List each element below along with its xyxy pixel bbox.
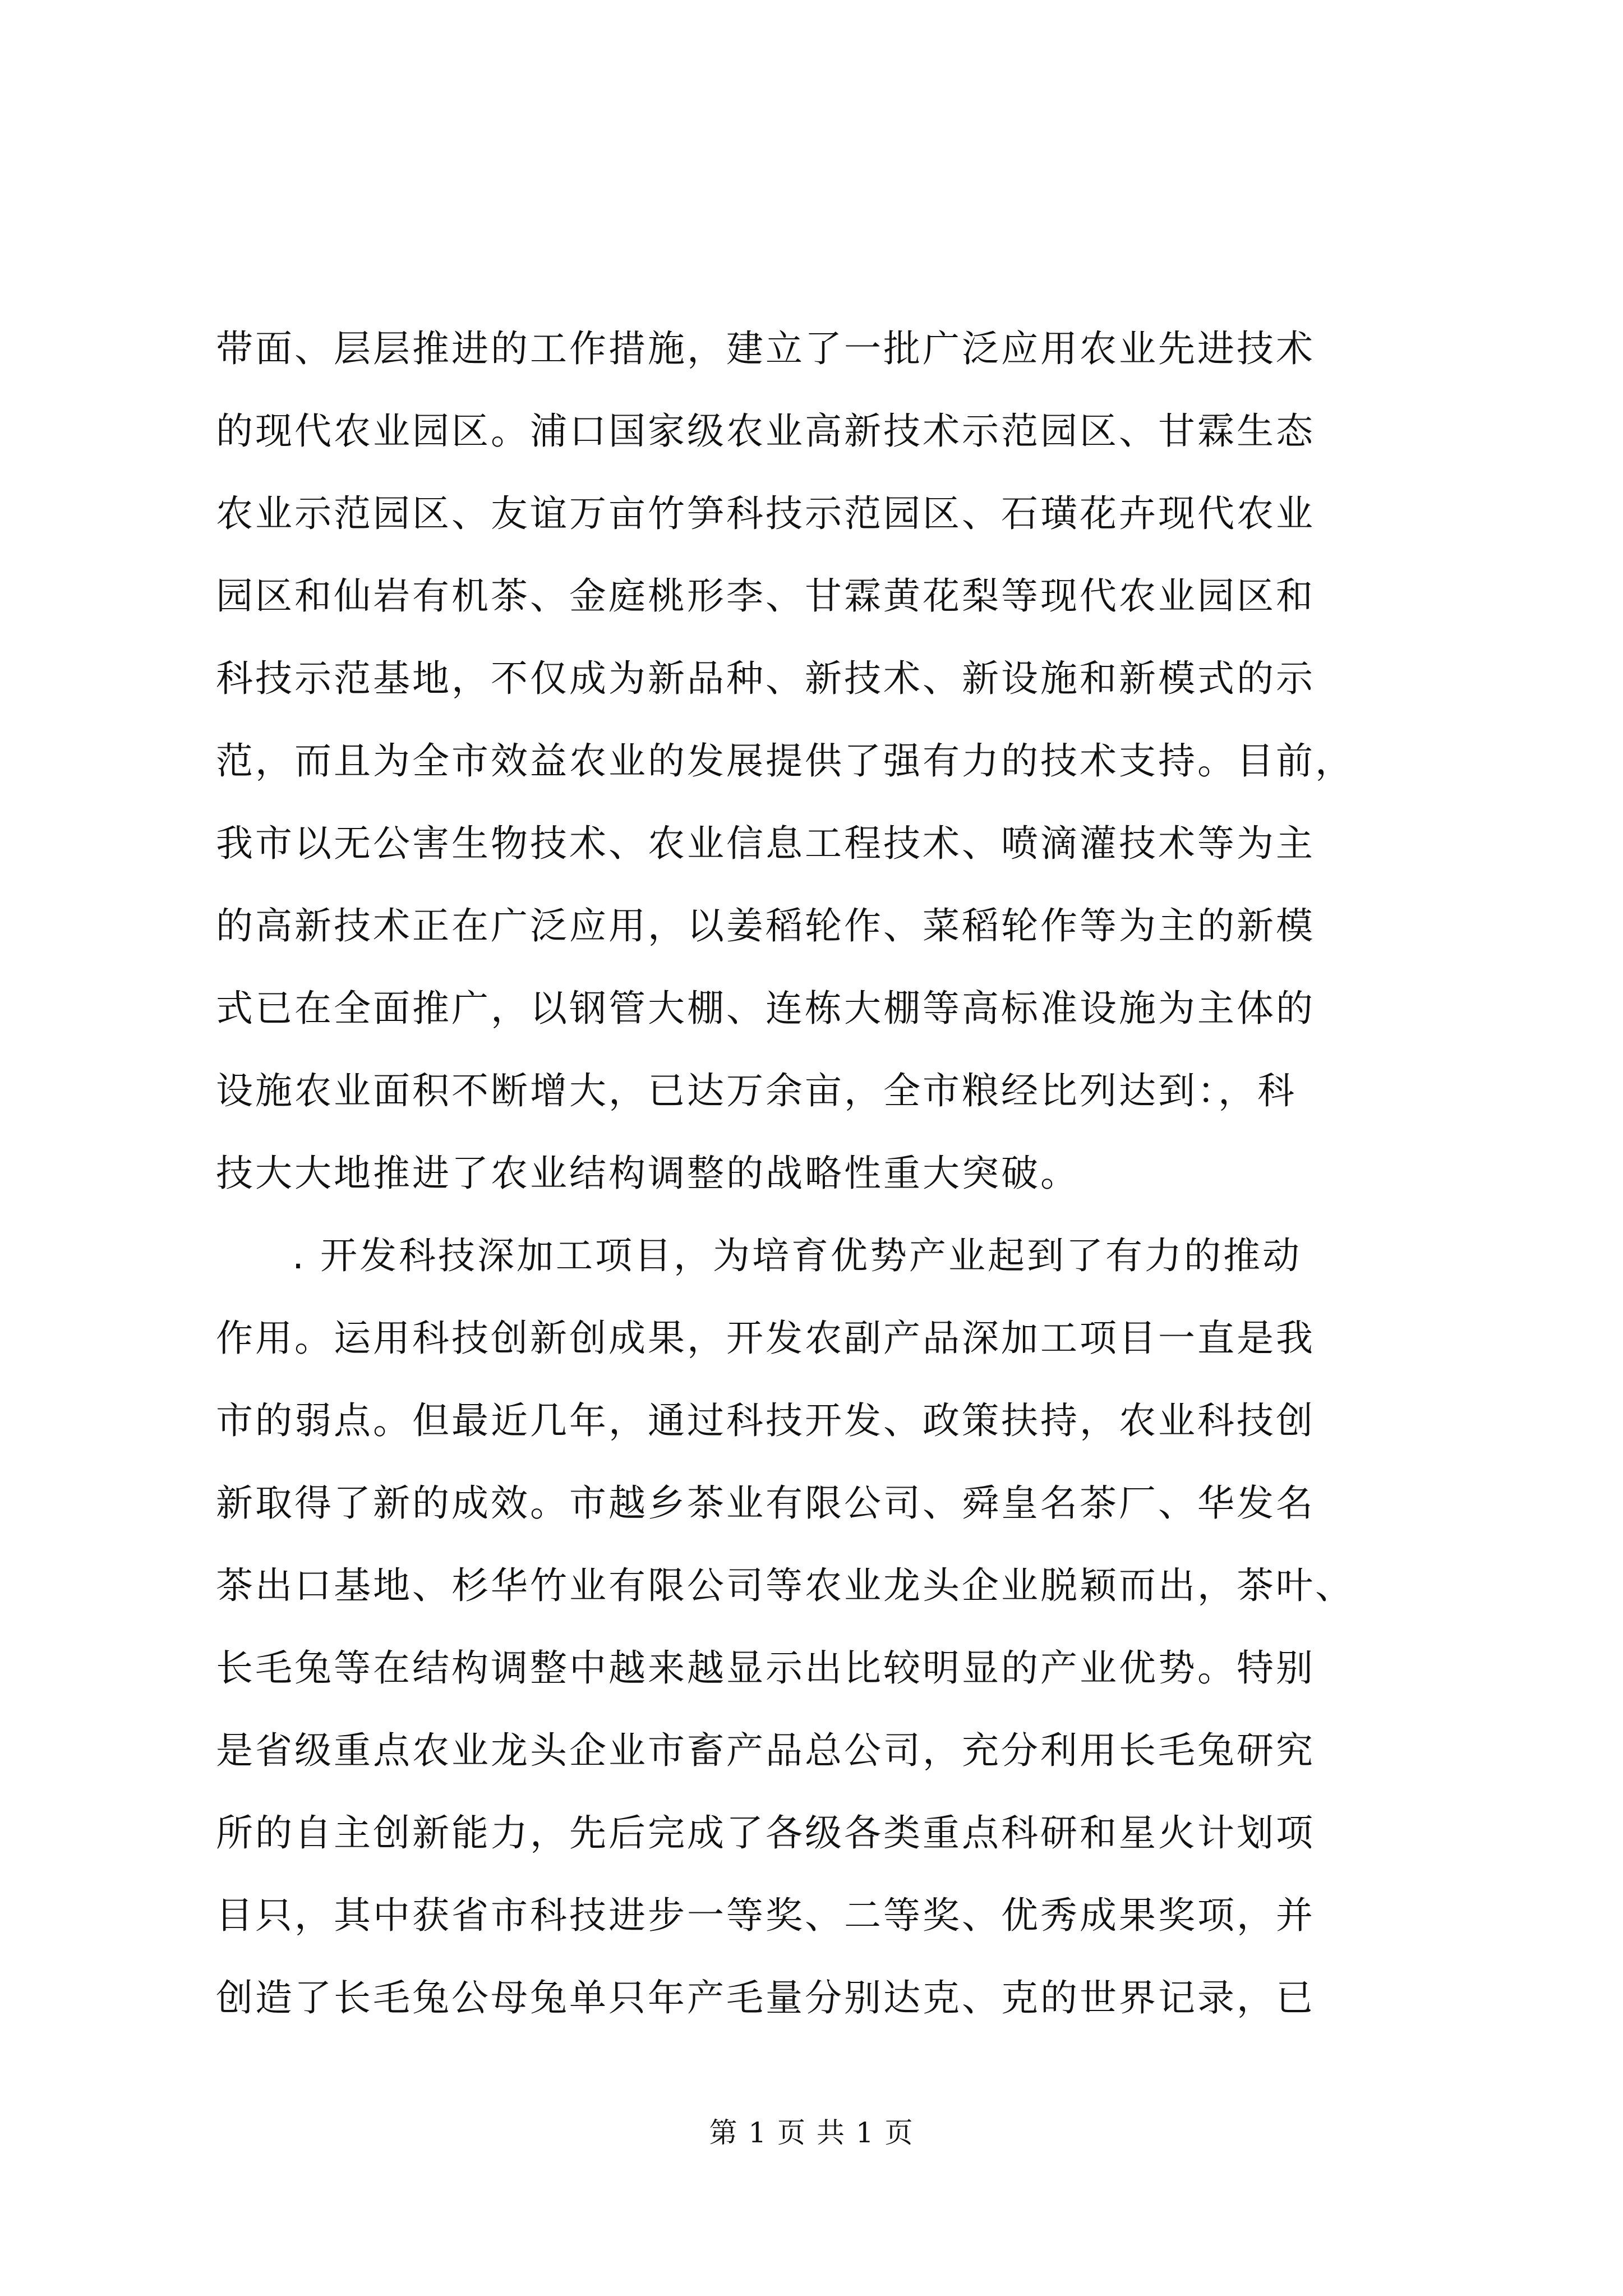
paragraph-1-line: 我市以无公害生物技术、农业信息工程技术、喷滴灌技术等为主: [216, 822, 1315, 865]
paragraph-2-line: 目只，其中获省市科技进步一等奖、二等奖、优秀成果奖项，并: [216, 1894, 1315, 1937]
paragraph-2-line: 所的自主创新能力，先后完成了各级各类重点科研和星火计划项: [216, 1811, 1315, 1855]
paragraph-2-line: 新取得了新的成效。市越乡茶业有限公司、舜皇名茶厂、华发名: [216, 1481, 1315, 1525]
paragraph-1-line: 科技示范基地，不仅成为新品种、新技术、新设施和新模式的示: [216, 657, 1315, 700]
paragraph-2-line: 长毛兔等在结构调整中越来越显示出比较明显的产业优势。特别: [216, 1646, 1315, 1690]
paragraph-1-line: 范，而且为全市效益农业的发展提供了强有力的技术支持。目前，: [216, 739, 1354, 783]
document-body: [216, 307, 1422, 2039]
paragraph-1-line: 设施农业面积不断增大，已达万余亩，全市粮经比列达到：，科: [216, 1069, 1297, 1112]
paragraph-2-line: 是省级重点农业龙头企业市畜产品总公司，充分利用长毛兔研究: [216, 1729, 1315, 1772]
paragraph-1-line: 的现代农业园区。浦口国家级农业高新技术示范园区、甘霖生态: [216, 409, 1315, 453]
paragraph-1-line: 的高新技术正在广泛应用，以姜稻轮作、菜稻轮作等为主的新模: [216, 904, 1315, 947]
page-number-footer: 第 1 页 共 1 页: [709, 2116, 914, 2149]
paragraph-1-line: 农业示范园区、友谊万亩竹笋科技示范园区、石璜花卉现代农业: [216, 492, 1315, 535]
paragraph-2-line: 茶出口基地、杉华竹业有限公司等农业龙头企业脱颖而出，茶叶、: [216, 1564, 1354, 1607]
paragraph-2-line: . 开发科技深加工项目，为培育优势产业起到了有力的推动: [292, 1234, 1302, 1277]
paragraph-1-line: 园区和仙岩有机茶、金庭桃形李、甘霖黄花梨等现代农业园区和: [216, 574, 1315, 618]
paragraph-1-line: 技大大地推进了农业结构调整的战略性重大突破。: [216, 1152, 1080, 1195]
paragraph-2-line: 创造了长毛兔公母兔单只年产毛量分别达克、克的世界记录，已: [216, 1976, 1315, 2019]
paragraph-1-line: 式已在全面推广，以钢管大棚、连栋大棚等高标准设施为主体的: [216, 987, 1315, 1030]
paragraph-1-line: 带面、层层推进的工作措施，建立了一批广泛应用农业先进技术: [216, 327, 1315, 370]
paragraph-2-line: 作用。运用科技创新创成果，开发农副产品深加工项目一直是我: [216, 1317, 1315, 1360]
paragraph-2-line: 市的弱点。但最近几年，通过科技开发、政策扶持，农业科技创: [216, 1399, 1315, 1442]
